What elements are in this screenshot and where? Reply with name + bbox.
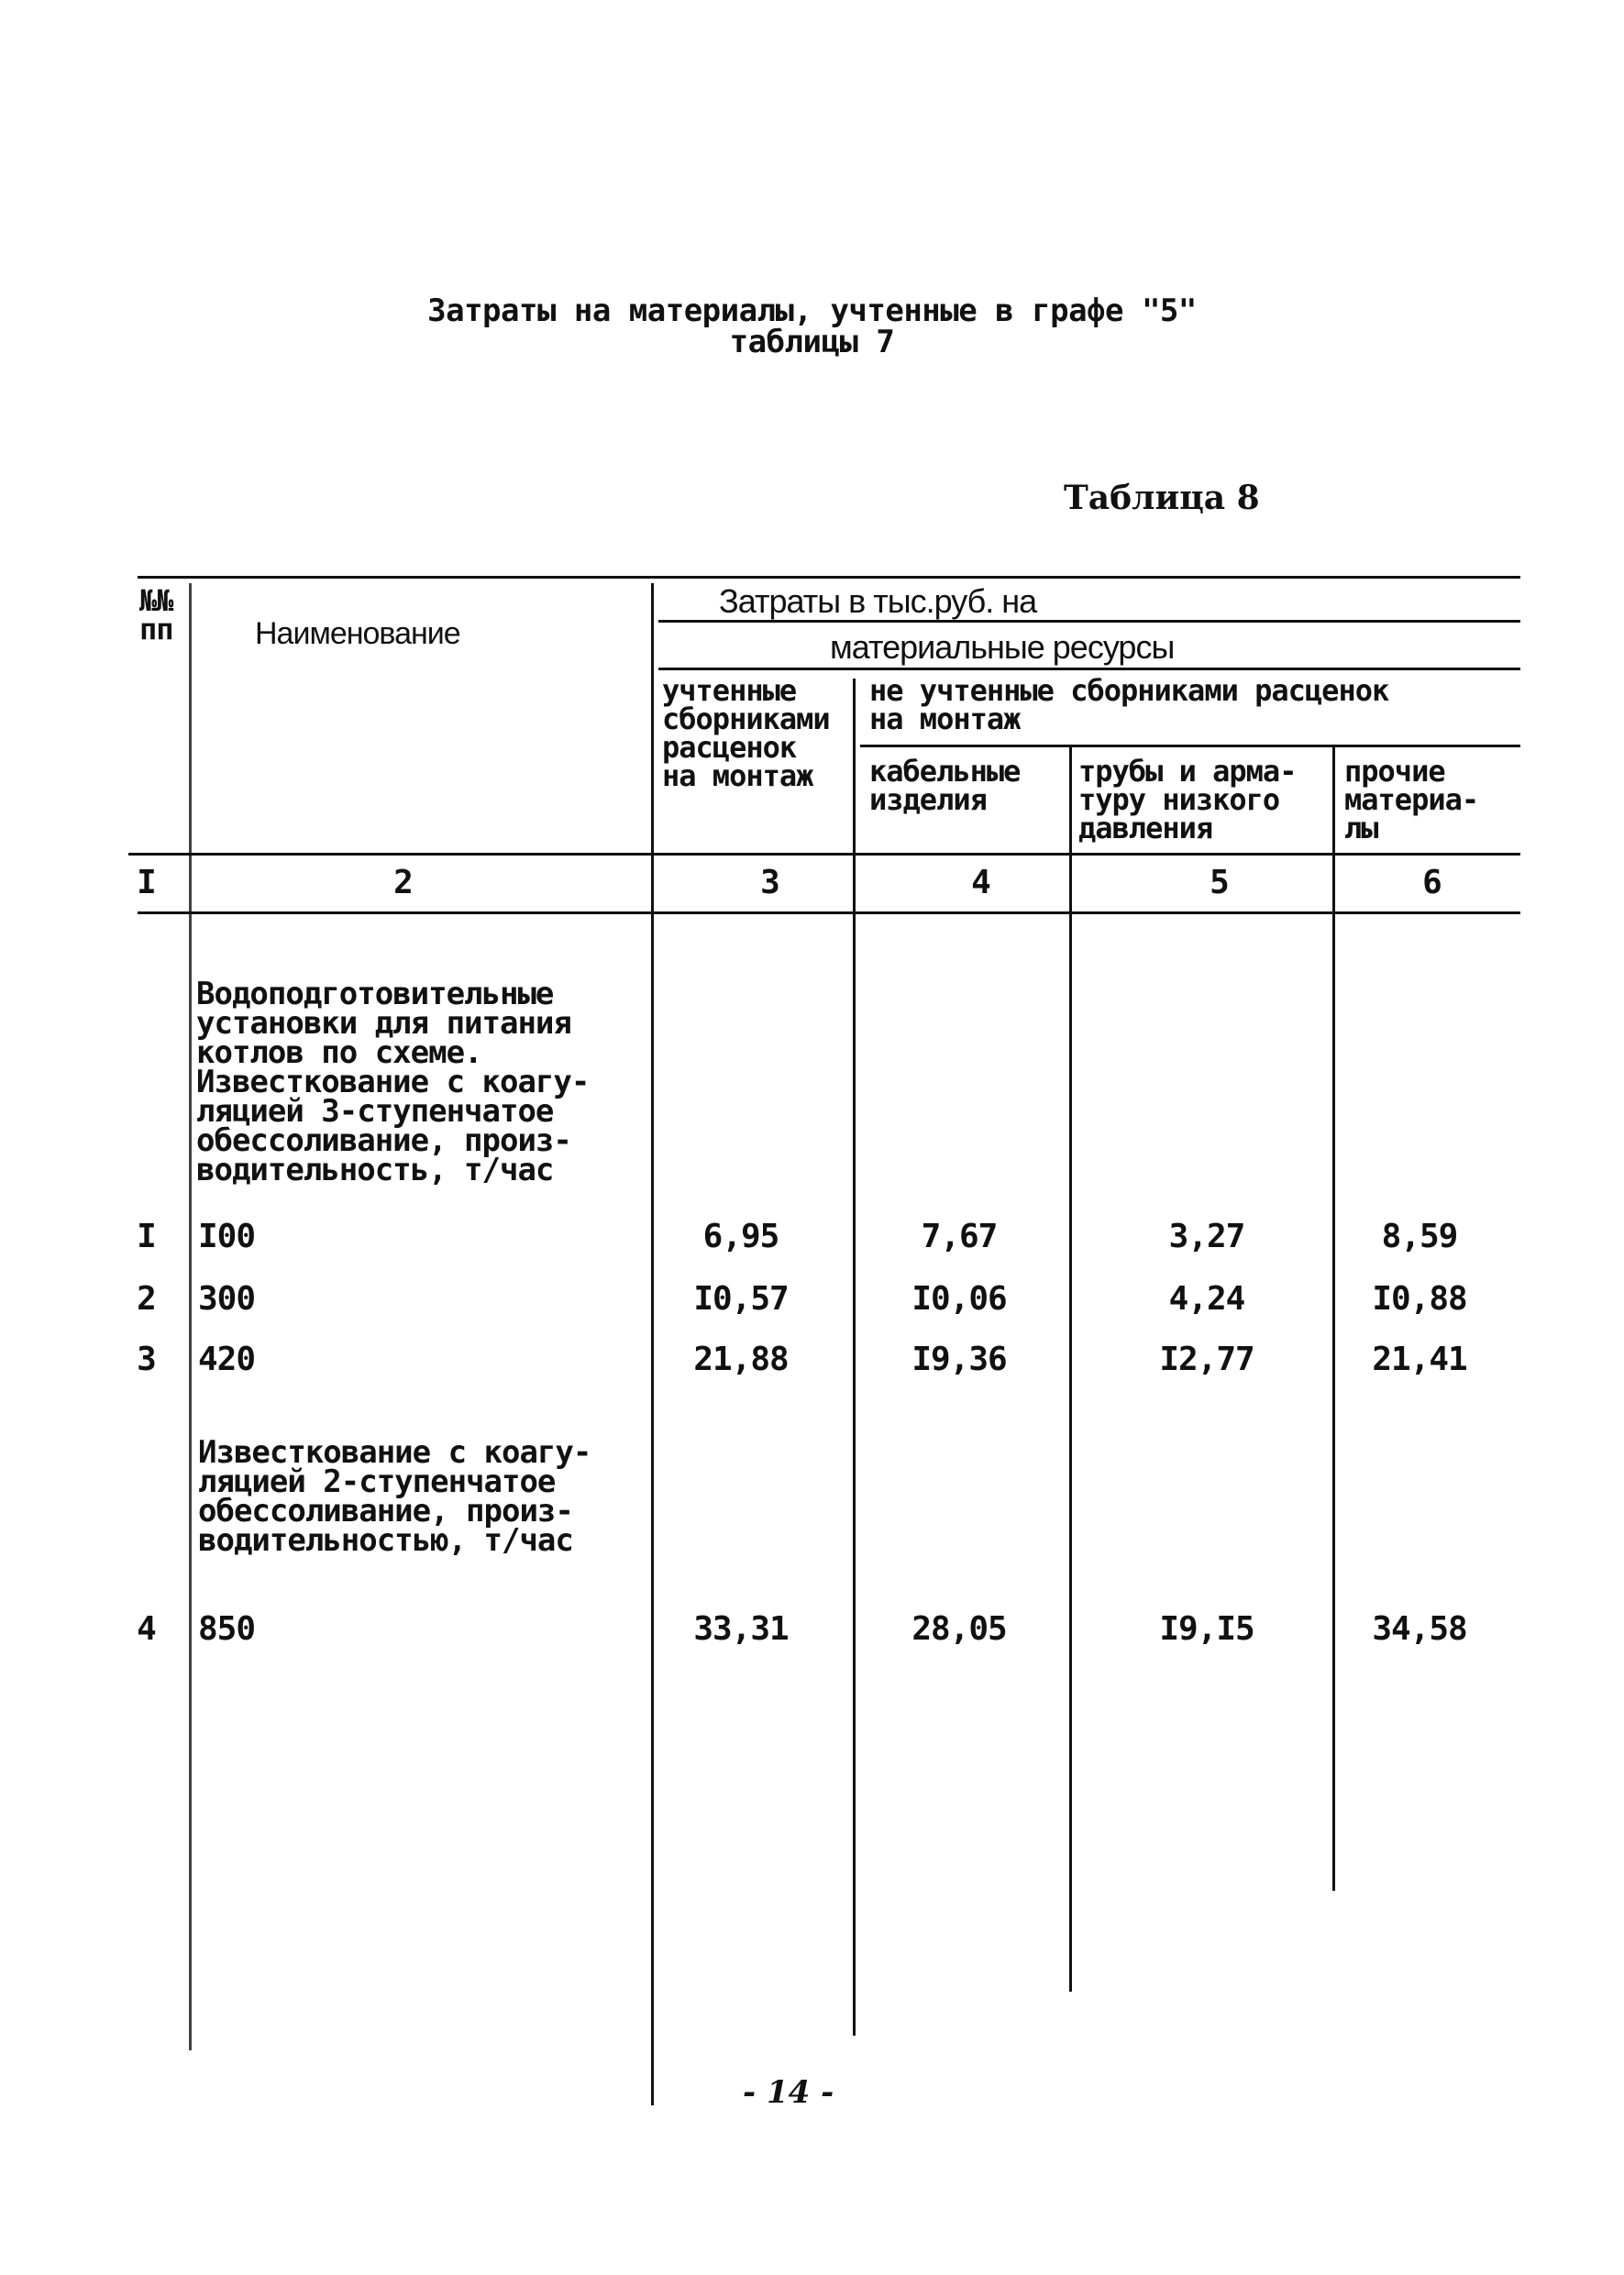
column-number-5: 5: [1210, 864, 1230, 901]
row-name: 300: [198, 1280, 256, 1318]
colnum-bottom-rule: [138, 911, 1520, 914]
cell-other: 8,59: [1381, 1218, 1458, 1255]
cell-accounted: 6,95: [702, 1218, 779, 1255]
col-divider-4: [1069, 745, 1072, 1992]
header-name: Наименование: [255, 616, 460, 651]
col-divider-3: [853, 679, 856, 2036]
not-accounted-rule: [860, 745, 1520, 747]
header-costs-line2: материальные ресурсы: [830, 628, 1175, 666]
column-number-1: I: [137, 864, 157, 901]
header-bottom-rule: [128, 853, 1520, 856]
row-name: 420: [198, 1341, 256, 1378]
column-number-2: 2: [393, 864, 414, 901]
column-number-4: 4: [971, 864, 991, 901]
header-other: прочие материа- лы: [1344, 754, 1479, 845]
page-number: - 14 -: [743, 2074, 834, 2111]
header-costs-line1: Затраты в тыс.руб. на: [719, 582, 1037, 620]
costs-rule-2: [658, 668, 1520, 670]
cell-accounted: I0,57: [693, 1280, 789, 1318]
row-number: 2: [137, 1280, 157, 1318]
cell-cable: 28,05: [911, 1610, 1007, 1648]
cell-pipes: 4,24: [1168, 1280, 1245, 1318]
cell-cable: I0,06: [911, 1280, 1007, 1318]
costs-rule-1: [658, 620, 1520, 623]
col-divider-5: [1332, 745, 1335, 1891]
cell-other: 21,41: [1372, 1341, 1467, 1378]
column-number-3: 3: [760, 864, 780, 901]
cell-other: I0,88: [1372, 1280, 1467, 1318]
table-top-rule: [138, 576, 1520, 579]
col-divider-2: [651, 583, 654, 2105]
row-number: 4: [137, 1610, 157, 1648]
column-number-6: 6: [1422, 864, 1442, 901]
cell-pipes: I2,77: [1159, 1341, 1254, 1378]
col-divider-1: [189, 583, 192, 2050]
row-name: 850: [198, 1610, 256, 1648]
section-description: Водоподготовительные установки для питания котлов по схеме. Известкование с коагу- ляцией 3-ступенчатое обессоливание, произ- водительность, т/час: [196, 976, 590, 1188]
header-not-accounted: не учтенные сборниками расценок на монтаж: [869, 673, 1389, 736]
header-cable: кабельные изделия: [869, 754, 1021, 817]
row-name: I00: [198, 1218, 256, 1255]
cell-pipes: 3,27: [1168, 1218, 1245, 1255]
header-pipes: трубы и арма- туру низкого давления: [1078, 754, 1297, 845]
table-label: Таблица 8: [1064, 479, 1260, 517]
cell-cable: I9,36: [911, 1341, 1007, 1378]
row-number: I: [137, 1218, 157, 1255]
cell-pipes: I9,I5: [1159, 1610, 1254, 1648]
row-number: 3: [137, 1341, 157, 1378]
header-accounted: учтенные сборниками расценок на монтаж: [662, 673, 830, 793]
header-num: №№ пп: [139, 583, 173, 646]
document-title: Затраты на материалы, учтенные в графе "5": [427, 293, 1197, 329]
document-title-line2: таблицы 7: [729, 324, 895, 360]
section-description: Известкование с коагу- ляцией 2-ступенчатое обессоливание, произ- водительностью, т/час: [198, 1434, 591, 1559]
cell-accounted: 33,31: [693, 1610, 789, 1648]
cell-cable: 7,67: [921, 1218, 998, 1255]
cell-other: 34,58: [1372, 1610, 1467, 1648]
cell-accounted: 21,88: [693, 1341, 789, 1378]
